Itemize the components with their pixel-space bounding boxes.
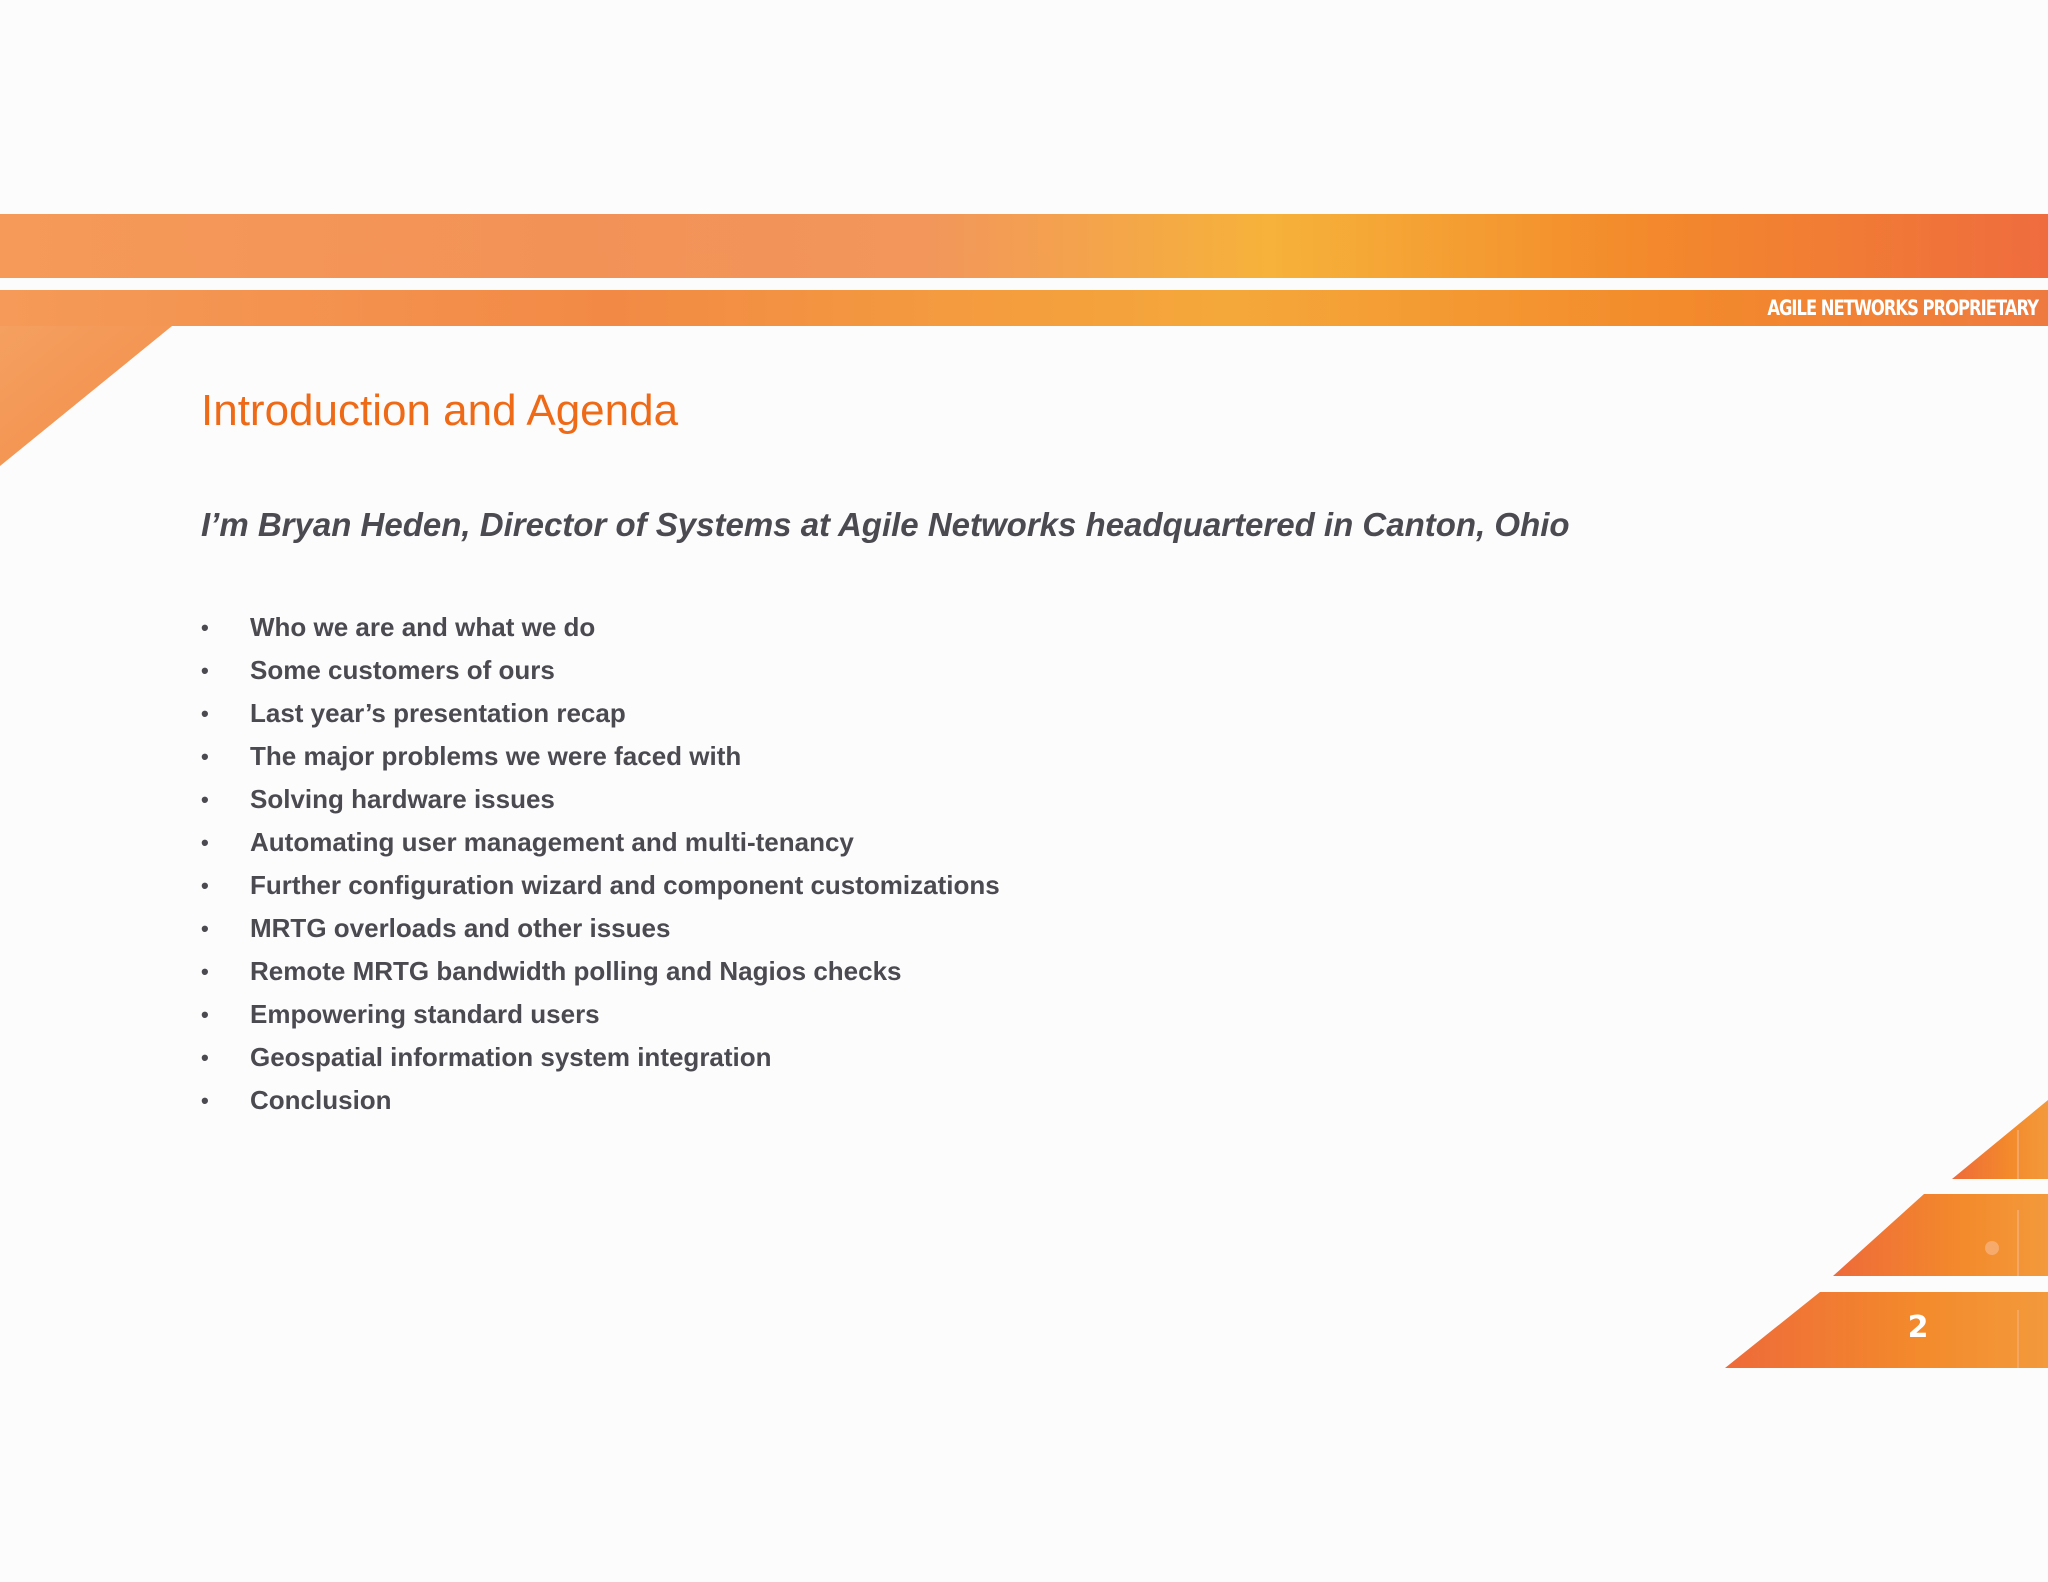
agenda-item-text: Empowering standard users — [250, 999, 600, 1029]
bullet-icon: • — [201, 959, 209, 984]
agenda-item-text: Last year’s presentation recap — [250, 698, 626, 728]
page-number: 2 — [1907, 1310, 1929, 1345]
agenda-list — [201, 606, 1000, 1122]
agenda-item — [201, 778, 1000, 821]
bullet-icon: • — [201, 658, 209, 683]
footer-stripes-decoration — [1720, 1100, 2048, 1370]
bullet-icon: • — [201, 1045, 209, 1070]
bullet-icon: • — [201, 701, 209, 726]
agenda-item — [201, 993, 1000, 1036]
agenda-item-text: The major problems we were faced with — [250, 741, 742, 771]
slide-title: Introduction and Agenda — [201, 386, 679, 435]
agenda-item — [201, 692, 1000, 735]
bullet-icon: • — [201, 873, 209, 898]
agenda-item — [201, 907, 1000, 950]
agenda-item-text: Geospatial information system integration — [250, 1042, 772, 1072]
bullet-icon: • — [201, 744, 209, 769]
agenda-item — [201, 1079, 1000, 1122]
header-band-bottom — [0, 290, 2048, 326]
agenda-item-text: Further configuration wizard and component customizations — [250, 870, 1000, 900]
bullet-icon: • — [201, 1002, 209, 1027]
header-band-divider — [0, 278, 2048, 290]
agenda-item-text: Automating user management and multi-tenancy — [250, 827, 854, 857]
agenda-item-text: Solving hardware issues — [250, 784, 555, 814]
proprietary-label: AGILE NETWORKS PROPRIETARY — [1767, 296, 2038, 320]
agenda-item-text: Conclusion — [250, 1085, 392, 1115]
agenda-item — [201, 821, 1000, 864]
agenda-item — [201, 649, 1000, 692]
agenda-item — [201, 735, 1000, 778]
bullet-icon: • — [201, 916, 209, 941]
agenda-item-text: Some customers of ours — [250, 655, 555, 685]
agenda-item — [201, 606, 1000, 649]
header-band-top — [0, 214, 2048, 278]
agenda-item-text: Who we are and what we do — [250, 612, 596, 642]
agenda-item — [201, 1036, 1000, 1079]
bullet-icon: • — [201, 787, 209, 812]
corner-wedge-decoration — [0, 326, 172, 466]
bullet-icon: • — [201, 615, 209, 640]
speaker-intro: I’m Bryan Heden, Director of Systems at Agile Networks headquartered in Canton, Ohio — [201, 506, 1570, 543]
agenda-item — [201, 864, 1000, 907]
bullet-icon: • — [201, 830, 209, 855]
agenda-item-text: Remote MRTG bandwidth polling and Nagios checks — [250, 956, 902, 986]
agenda-item-text: MRTG overloads and other issues — [250, 913, 671, 943]
agenda-item — [201, 950, 1000, 993]
bullet-icon: • — [201, 1088, 209, 1113]
